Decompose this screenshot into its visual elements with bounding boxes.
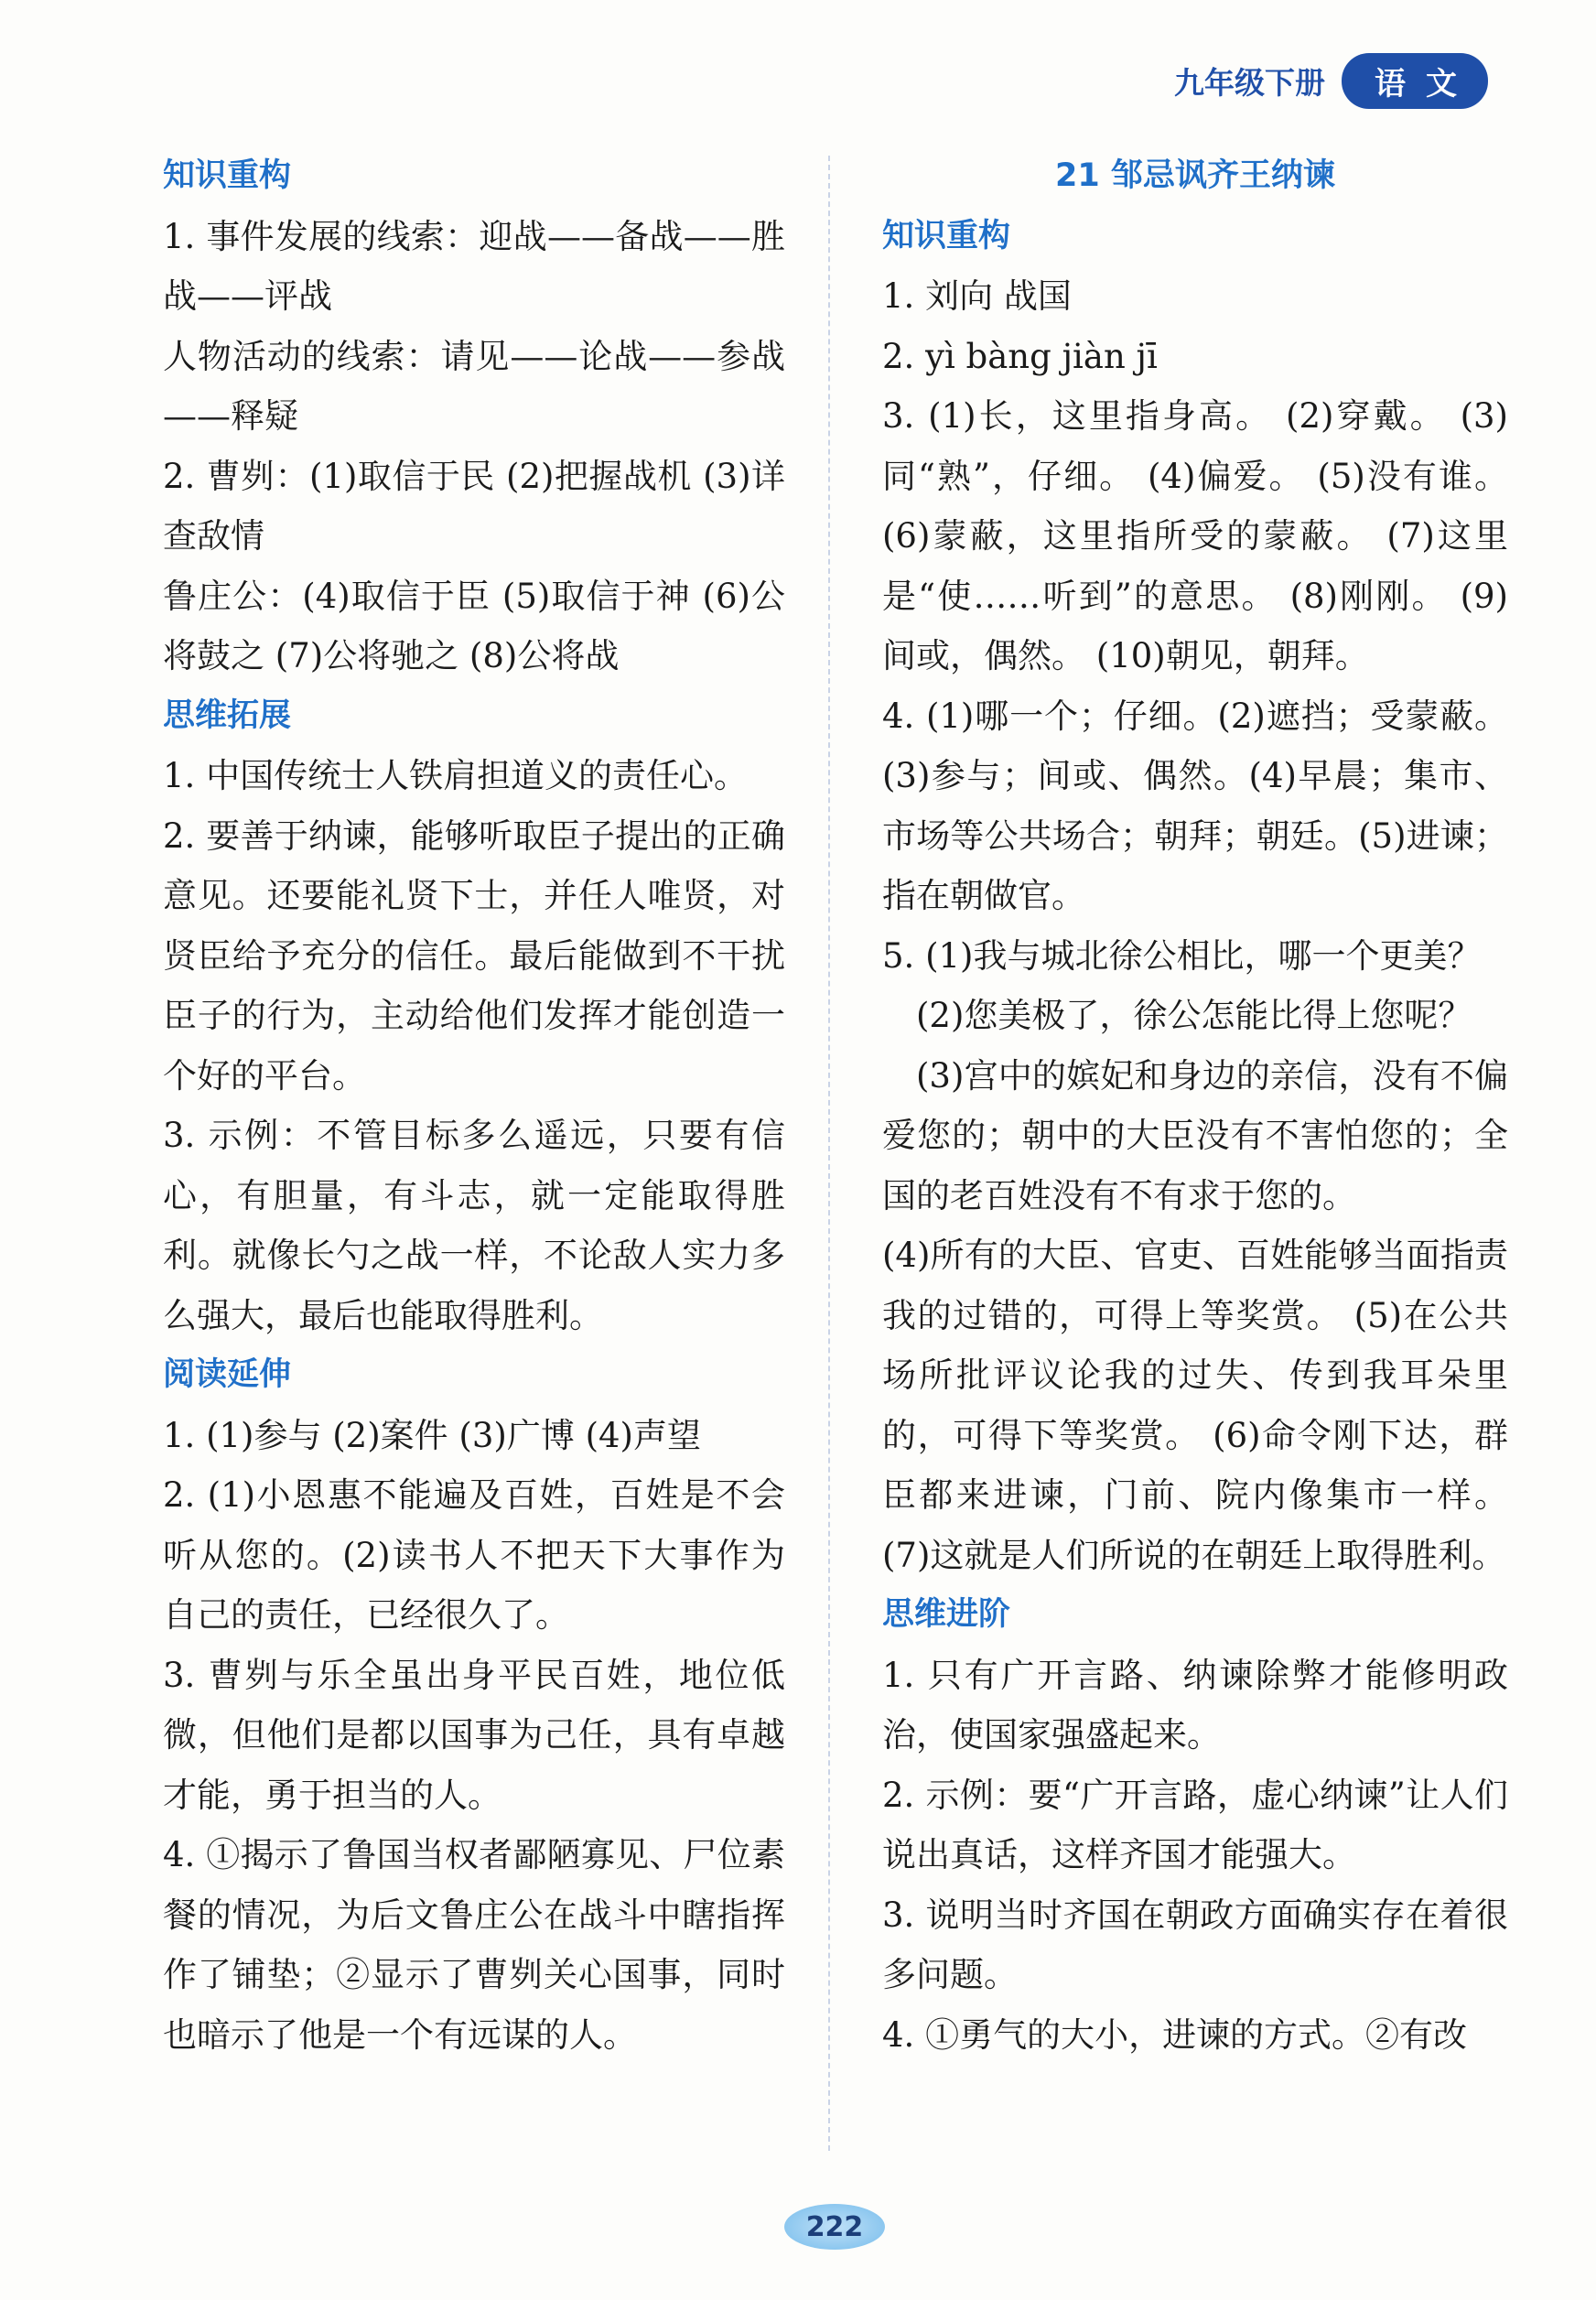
answer-paragraph: 人物活动的线索：请见——论战——参战——释疑 xyxy=(163,336,785,436)
answer-paragraph: 1. 中国传统士人铁肩担道义的责任心。 xyxy=(163,756,749,795)
answer-paragraph: 1. 刘向 战国 xyxy=(882,276,1072,316)
page-header xyxy=(1174,53,1488,109)
answer-paragraph: 3. 曹刿与乐全虽出身平民百姓，地位低微，但他们是都以国事为己任，具有卓越才能，勇于担当的人。 xyxy=(163,1655,785,1815)
answer-paragraph: 5. (1)我与城北徐公相比，哪一个更美？ xyxy=(882,935,1482,976)
answer-paragraph: 4. ①揭示了鲁国当权者鄙陋寡见、尸位素餐的情况，为后文鲁庄公在战斗中瞎指挥作了铺垫；②显示了曹刿关心国事，同时也暗示了他是一个有远谋的人。 xyxy=(163,1835,785,2055)
section-heading: 思维拓展 xyxy=(163,696,292,734)
page-number: 222 xyxy=(784,2204,885,2250)
answer-paragraph: 4. ①勇气的大小，进谏的方式。②有改 xyxy=(882,2014,1468,2055)
answer-paragraph: (4)所有的大臣、官吏、百姓能够当面指责我的过错的，可得上等奖赏。 (5)在公共场所批评议论我的过失、传到我耳朵里的，可得下等奖赏。 (6)命令刚下达，群臣都来进谏，门前、院内像集市一样。 (7)这就是人们所说的在朝廷上取得胜利。 xyxy=(882,1236,1508,1575)
grade-label: 九年级下册 xyxy=(1174,65,1325,101)
section-heading: 阅读延伸 xyxy=(163,1356,292,1393)
column-divider xyxy=(828,156,830,2151)
answer-paragraph: 2. 示例：要“广开言路，虚心纳谏”让人们说出真话，这样齐国才能强大。 xyxy=(882,1775,1508,1874)
answer-paragraph: (2)您美极了，徐公怎能比得上您呢？ xyxy=(916,996,1472,1035)
right-column xyxy=(882,146,1508,2065)
answer-paragraph: 2. 要善于纳谏，能够听取臣子提出的正确意见。还要能礼贤下士，并任人唯贤，对贤臣给予充分的信任。最后能做到不干扰臣子的行为，主动给他们发挥才能创造一个好的平台。 xyxy=(163,815,785,1096)
left-column xyxy=(163,146,785,2065)
answer-paragraph: 鲁庄公：(4)取信于臣 (5)取信于神 (6)公将鼓之 (7)公将驰之 (8)公将战 xyxy=(163,576,785,675)
answer-paragraph: (3)宫中的嫔妃和身边的亲信，没有不偏爱您的；朝中的大臣没有不害怕您的；全国的老百姓没有不有求于您的。 xyxy=(882,1055,1508,1215)
answer-paragraph: 1. (1)参与 (2)案件 (3)广博 (4)声望 xyxy=(163,1415,701,1455)
answer-paragraph: 2. (1)小恩惠不能遍及百姓，百姓是不会听从您的。(2)读书人不把天下大事作为自己的责任，已经很久了。 xyxy=(163,1475,785,1635)
answer-paragraph: 1. 事件发展的线索：迎战——备战——胜战——评战 xyxy=(163,216,785,316)
answer-paragraph: 4. (1)哪一个；仔细。(2)遮挡；受蒙蔽。(3)参与；间或、偶然。(4)早晨；集市、市场等公共场合；朝拜；朝廷。(5)进谏；指在朝做官。 xyxy=(882,696,1508,915)
answer-paragraph: 2. 曹刿：(1)取信于民 (2)把握战机 (3)详查敌情 xyxy=(163,456,785,556)
lesson-title: 21 邹忌讽齐王纳谏 xyxy=(1055,157,1335,194)
section-heading: 思维进阶 xyxy=(882,1596,1011,1633)
answer-paragraph: 3. 说明当时齐国在朝政方面确实存在着很多问题。 xyxy=(882,1895,1508,1994)
answer-paragraph: 3. 示例：不管目标多么遥远，只要有信心，有胆量，有斗志，就一定能取得胜利。就像长勺之战一样，不论敌人实力多么强大，最后也能取得胜利。 xyxy=(163,1116,785,1335)
answer-paragraph: 3. (1)长，这里指身高。 (2)穿戴。 (3)同“熟”，仔细。 (4)偏爱。 (5)没有谁。 (6)蒙蔽，这里指所受的蒙蔽。 (7)这里是“使……听到”的意思。 (8)刚刚。 (9)间或，偶然。 (10)朝见，朝拜。 xyxy=(882,396,1508,675)
section-heading: 知识重构 xyxy=(163,157,292,194)
answer-paragraph: 1. 只有广开言路、纳谏除弊才能修明政治，使国家强盛起来。 xyxy=(882,1655,1508,1755)
answer-paragraph: 2. yì bàng jiàn jī xyxy=(882,336,1158,376)
subject-badge: 语文 xyxy=(1342,53,1488,109)
section-heading: 知识重构 xyxy=(882,217,1011,254)
